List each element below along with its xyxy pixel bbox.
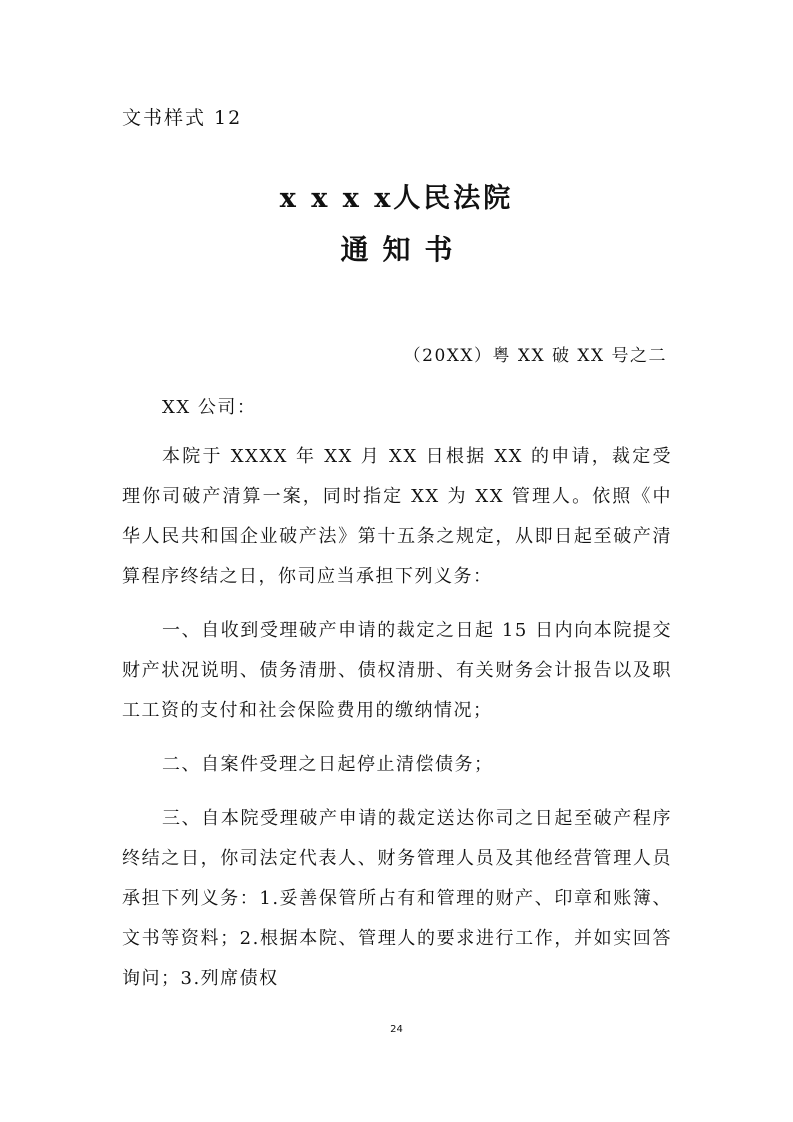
paragraph-gap [122,597,672,611]
document-body [122,393,672,999]
paragraph-obligation-3: 三、自本院受理破产申请的裁定送达你司之日起至破产程序终结之日，你司法定代表人、财务管理人员及其他经营管理人员承担下列义务：1.妥善保管所占有和管理的财产、印章和账簿、文书等资料；2.根据本院、管理人的要求进行工作，并如实回答询问；3.列席债权 [122,808,672,989]
page-number: 24 [390,1024,403,1035]
paragraph-intro: 本院于 XXXX 年 XX 月 XX 日根据 XX 的申请，裁定受理你司破产清算一案，同时指定 XX 为 XX 管理人。依照《中华人民共和国企业破产法》第十五条之规定，从即日起至破产清算程序终结之日，你司应当承担下列义务： [122,446,672,587]
document-template-label: 文书样式 12 [122,107,243,129]
addressee: XX 公司： [162,397,257,418]
court-name-heading: x x x x人民法院 [279,183,514,214]
paragraph-gap [122,785,672,799]
notice-heading: 通知书 [340,233,467,266]
paragraph-obligation-1: 一、自收到受理破产申请的裁定之日起 15 日内向本院提交财产状况说明、债务清册、债权清册、有关财务会计报告以及职工工资的支付和社会保险费用的缴纳情况； [122,620,672,721]
case-number: （20XX）粤 XX 破 XX 号之二 [403,346,667,366]
paragraph-obligation-2: 二、自案件受理之日起停止清偿债务； [162,754,494,775]
paragraph-gap [122,423,672,437]
paragraph-gap [122,731,672,745]
